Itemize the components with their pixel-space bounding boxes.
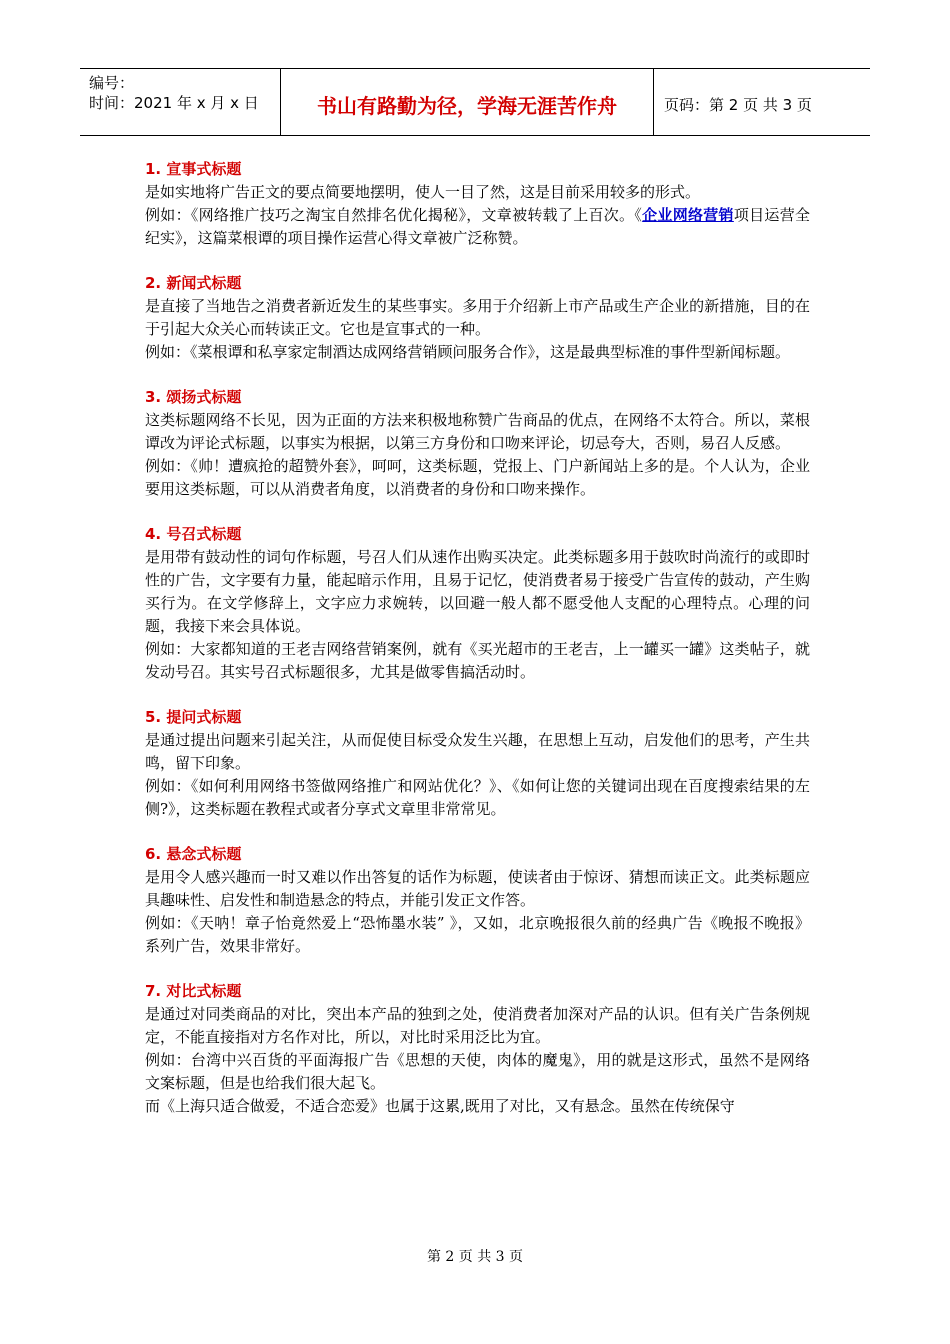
section-title: 6. 悬念式标题 (145, 845, 242, 863)
paragraph: 例如：《菜根谭和私享家定制酒达成网络营销顾问服务合作》，这是最典型标准的事件型新闻标题。 (145, 343, 791, 361)
paragraph: 是直接了当地告之消费者新近发生的某些事实。多用于介绍新上市产品或生产企业的新措施，目的在于引起大众关心而转读正文。它也是宣事式的一种。 (145, 297, 810, 338)
paragraph: 是如实地将广告正文的要点简要地摆明，使人一目了然，这是目前采用较多的形式。 (145, 183, 701, 201)
paragraph: 而《上海只适合做爱，不适合恋爱》也属于这累,既用了对比，又有悬念。虽然在传统保守 (145, 1097, 735, 1115)
paragraph: 例如：大家都知道的王老吉网络营销案例，就有《买光超市的王老吉，上一罐买一罐》这类帖子，就发动号召。其实号召式标题很多，尤其是做零售搞活动时。 (145, 640, 810, 681)
section-4 (145, 523, 810, 684)
paragraph: 例如：台湾中兴百货的平面海报广告《思想的天使，肉体的魔鬼》，用的就是这形式，虽然不是网络文案标题，但是也给我们很大起飞。 (145, 1051, 810, 1092)
section-5 (145, 706, 810, 821)
paragraph: 是通过对同类商品的对比，突出本产品的独到之处，使消费者加深对产品的认识。但有关广告条例规定，不能直接指对方名作对比，所以，对比时采用泛比为宜。 (145, 1005, 810, 1046)
paragraph (145, 204, 810, 250)
section-title: 7. 对比式标题 (145, 982, 242, 1000)
number-label: 编号： (89, 74, 135, 92)
paragraph: 这类标题网络不长见，因为正面的方法来积极地称赞广告商品的优点，在网络不太符合。所以，菜根谭改为评论式标题，以事实为根据，以第三方身份和口吻来评论，切忌夸大，否则，易召人反感。 (145, 411, 810, 452)
section-7 (145, 980, 810, 1118)
section-2 (145, 272, 810, 364)
page-footer: 第 2 页 共 3 页 (426, 1249, 524, 1265)
section-1 (145, 158, 810, 250)
section-6 (145, 843, 810, 958)
paragraph: 例如：《如何利用网络书签做网络推广和网站优化？》、《如何让您的关键词出现在百度搜索结果的左侧?》，这类标题在教程式或者分享式文章里非常常见。 (145, 777, 810, 818)
section-title: 5. 提问式标题 (145, 708, 242, 726)
paragraph: 是通过提出问题来引起关注，从而促使目标受众发生兴趣，在思想上互动，启发他们的思考，产生共鸣，留下印象。 (145, 731, 810, 772)
section-title: 4. 号召式标题 (145, 525, 242, 543)
paragraph: 例如：《天呐！章子怡竟然爱上“恐怖墨水装” 》，又如，北京晚报很久前的经典广告《晚报不晚报》系列广告，效果非常好。 (145, 914, 810, 955)
section-title: 3. 颂扬式标题 (145, 388, 242, 406)
paragraph-text: 项目运营全纪实》，这篇菜根谭的项目操作运营心得文章被广泛称赞。 (145, 206, 810, 247)
section-title: 2. 新闻式标题 (145, 274, 242, 292)
date-label: 时间：2021 年 x 月 x 日 (89, 94, 259, 112)
header-motto: 书山有路勤为径，学海无涯苦作舟 (281, 69, 654, 135)
paragraph: 是用令人感兴趣而一时又难以作出答复的话作为标题，使读者由于惊讶、猜想而读正文。此类标题应具趣味性、启发性和制造悬念的特点，并能引发正文作答。 (145, 868, 810, 909)
paragraph-text: 《 (634, 206, 643, 224)
header-page-label: 页码：第 2 页 共 3 页 (664, 95, 812, 114)
page-header (80, 68, 870, 136)
paragraph: 是用带有鼓动性的词句作标题，号召人们从速作出购买决定。此类标题多用于鼓吹时尚流行的或即时性的广告，文字要有力量，能起暗示作用，且易于记忆，使消费者易于接受广告宣传的鼓动，产生购买行为。在文学修辞上，文字应力求婉转，以回避一般人都不愿受他人支配的心理特点。心理的问题，我接下来会具体说。 (145, 548, 810, 635)
article-body (145, 158, 810, 1140)
section-3 (145, 386, 810, 501)
enterprise-marketing-link[interactable]: 企业网络营销 (642, 206, 734, 224)
section-title: 1. 宣事式标题 (145, 160, 242, 178)
paragraph: 例如：《帅！遭疯抢的超赞外套》，呵呵，这类标题，党报上、门户新闻站上多的是。个人认为，企业要用这类标题，可以从消费者角度，以消费者的身份和口吻来操作。 (145, 457, 810, 498)
header-meta (80, 69, 281, 135)
paragraph-text: 例如：《网络推广技巧之淘宝自然排名优化揭秘》，文章被转载了上百次。 (145, 206, 635, 224)
